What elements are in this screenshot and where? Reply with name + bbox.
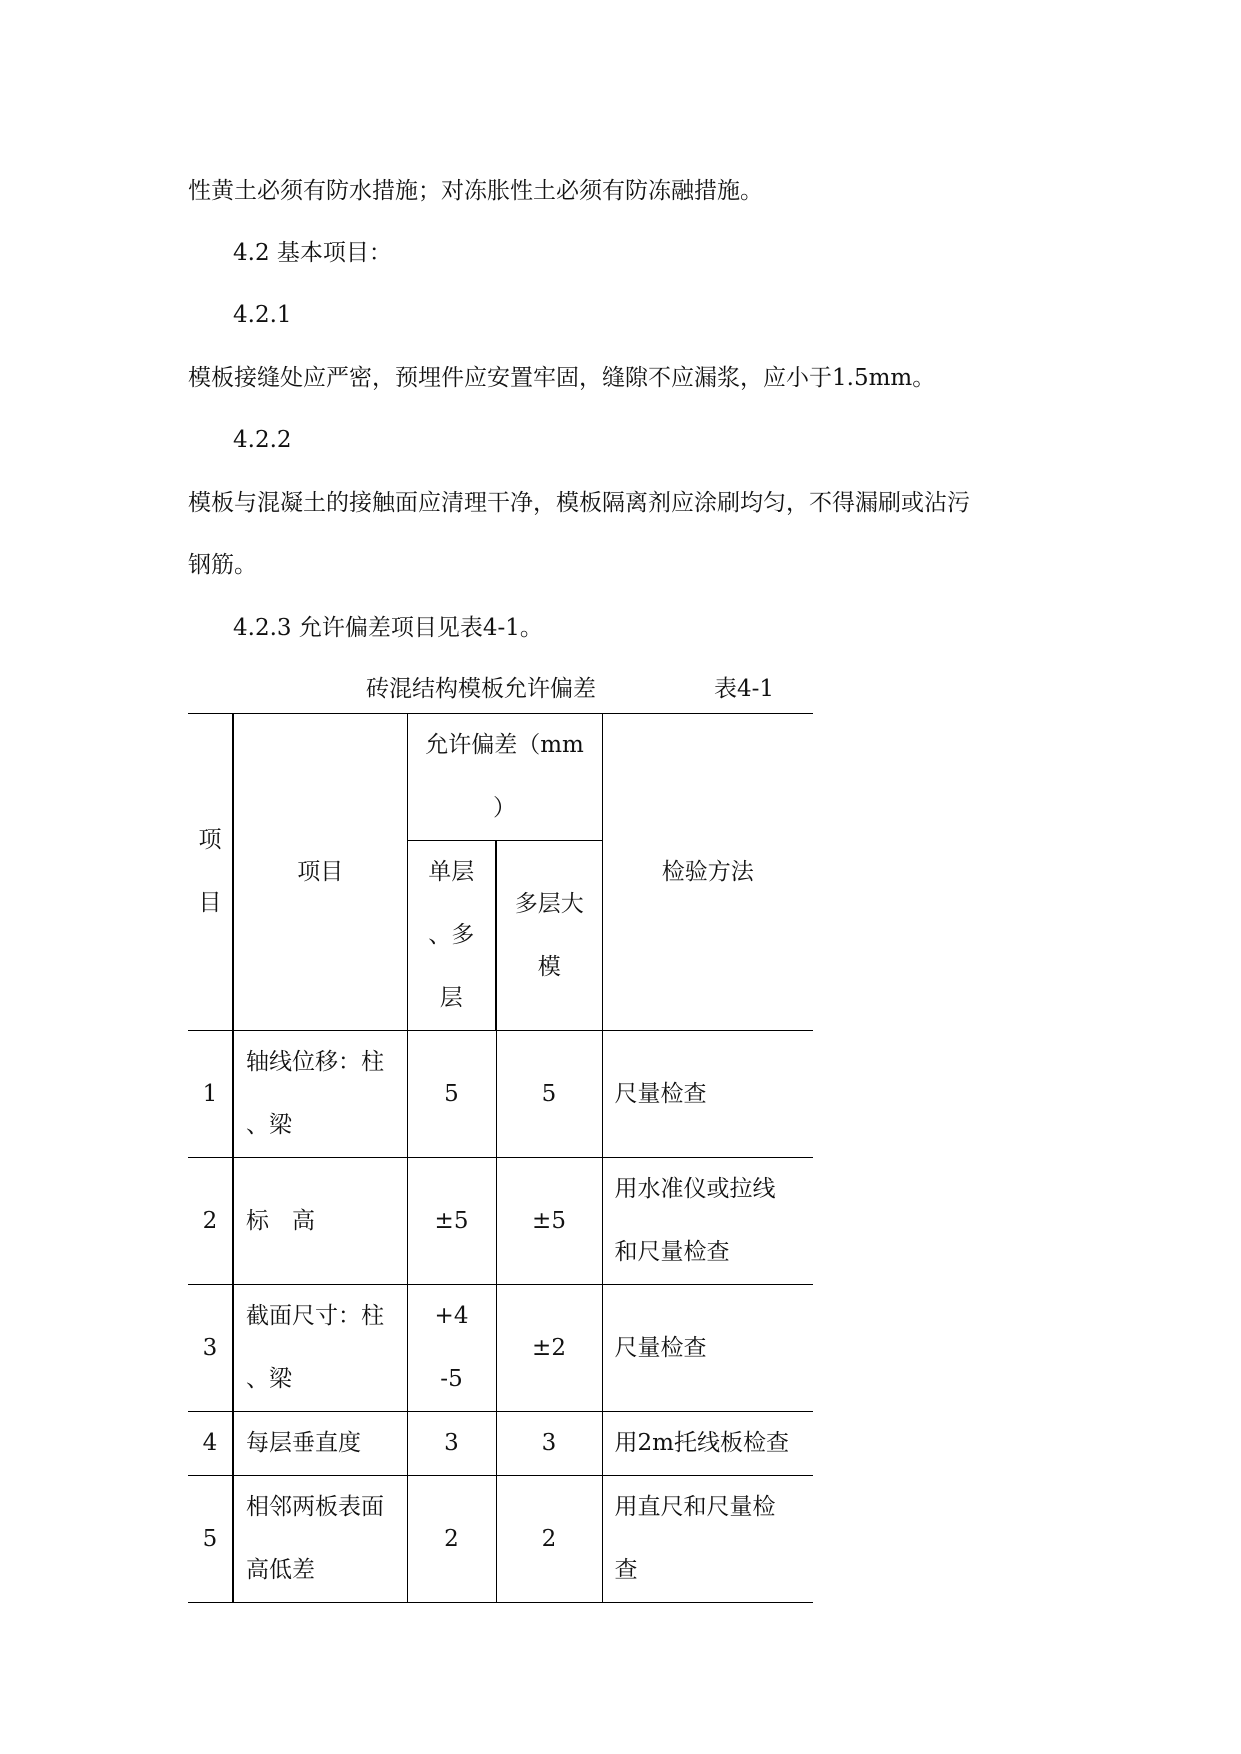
- section-heading-4-2: 4.2 基本项目：: [233, 240, 392, 266]
- row-multi: ±2: [496, 1285, 602, 1412]
- row-item: 标 高: [233, 1158, 407, 1285]
- table-header-row-1: [188, 714, 813, 841]
- table-row: [188, 1412, 813, 1476]
- row-method: 用水准仪或拉线 和尺量检查: [602, 1158, 813, 1285]
- table-row: [188, 1158, 813, 1285]
- header-index: 项 目: [188, 714, 233, 1031]
- row-multi: 3: [496, 1412, 602, 1476]
- row-multi: 2: [496, 1476, 602, 1603]
- table-row: [188, 1031, 813, 1158]
- row-index: 5: [188, 1476, 233, 1603]
- header-item: 项目: [233, 714, 407, 1031]
- tolerance-table: [188, 713, 813, 1603]
- header-single-layer: 单层 、多 层: [407, 841, 496, 1031]
- row-index: 2: [188, 1158, 233, 1285]
- row-multi: ±5: [496, 1158, 602, 1285]
- paragraph-4-2-2-line1: 模板与混凝土的接触面应清理干净，模板隔离剂应涂刷均匀，不得漏刷或沾污: [188, 490, 970, 516]
- row-single: +4 -5: [407, 1285, 496, 1412]
- row-single: 2: [407, 1476, 496, 1603]
- row-method: 尺量检查: [602, 1285, 813, 1412]
- header-multi-layer: 多层大 模: [496, 841, 602, 1031]
- row-index: 1: [188, 1031, 233, 1158]
- row-method: 尺量检查: [602, 1031, 813, 1158]
- row-item: 截面尺寸：柱 、梁: [233, 1285, 407, 1412]
- header-tolerance: 允许偏差（mm ）: [407, 714, 602, 841]
- row-item: 相邻两板表面 高低差: [233, 1476, 407, 1603]
- header-method: 检验方法: [602, 714, 813, 1031]
- row-method: 用2m托线板检查: [602, 1412, 813, 1476]
- row-index: 3: [188, 1285, 233, 1412]
- row-item: 轴线位移：柱 、梁: [233, 1031, 407, 1158]
- row-single: ±5: [407, 1158, 496, 1285]
- paragraph-continuation: 性黄土必须有防水措施；对冻胀性土必须有防冻融措施。: [188, 178, 763, 204]
- paragraph-4-2-1: 模板接缝处应严密，预埋件应安置牢固，缝隙不应漏浆，应小于1.5mm。: [188, 365, 936, 391]
- table-row: [188, 1285, 813, 1412]
- row-item: 每层垂直度: [233, 1412, 407, 1476]
- row-single: 3: [407, 1412, 496, 1476]
- row-single: 5: [407, 1031, 496, 1158]
- table-number: 表4-1: [714, 676, 775, 702]
- subsection-number-4-2-2: 4.2.2: [233, 427, 292, 453]
- subsection-number-4-2-1: 4.2.1: [233, 302, 292, 328]
- paragraph-4-2-3: 4.2.3 允许偏差项目见表4-1。: [233, 615, 543, 641]
- table-row: [188, 1476, 813, 1603]
- row-multi: 5: [496, 1031, 602, 1158]
- table-title: 砖混结构模板允许偏差: [366, 676, 596, 702]
- paragraph-4-2-2-line2: 钢筋。: [188, 552, 257, 578]
- row-method: 用直尺和尺量检 查: [602, 1476, 813, 1603]
- row-index: 4: [188, 1412, 233, 1476]
